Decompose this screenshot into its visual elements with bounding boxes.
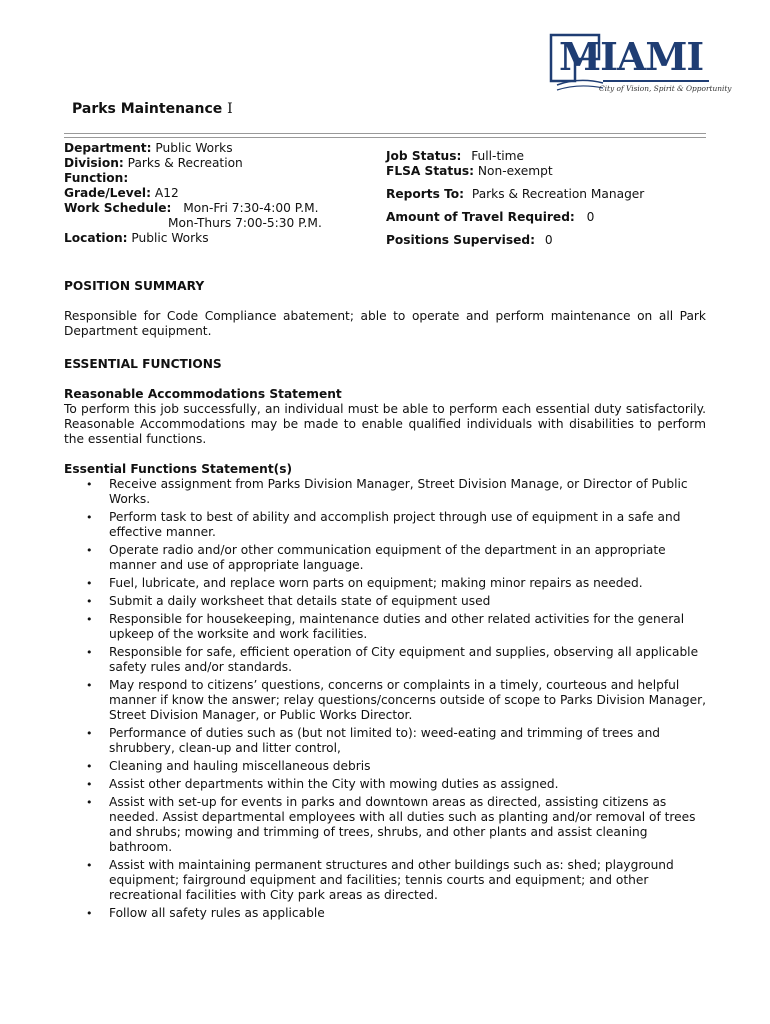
list-item <box>64 906 706 921</box>
list-item-text: Follow all safety rules as applicable <box>109 906 325 920</box>
bullet-icon: • <box>86 796 93 809</box>
flsa-row <box>386 164 644 179</box>
grade-label: Grade/Level: <box>64 186 151 200</box>
department-row <box>64 141 322 156</box>
function-label: Function: <box>64 171 129 185</box>
travel-value: 0 <box>586 210 595 224</box>
logo-tagline: City of Vision, Spirit & Opportunity <box>599 84 732 93</box>
list-item-text: Assist with maintaining permanent structures and other buildings such as: shed; playground equipment; fairground equipment and facilities; tennis courts and equipment; and other recreational facilities with City park areas as directed. <box>109 858 674 902</box>
supervised-value: 0 <box>544 233 553 247</box>
reports-to-label: Reports To: <box>386 187 465 201</box>
list-item <box>64 858 706 903</box>
flsa-value: Non-exempt <box>477 164 553 178</box>
location-label: Location: <box>64 231 128 245</box>
details-left <box>64 141 322 246</box>
list-item <box>64 477 706 507</box>
list-item-text: May respond to citizens’ questions, concerns or complaints in a timely, courteous and helpful manner if know the answer; relay questions/concerns outside of scope to Parks Division Manager, Street Division Manager, or Public Works Director. <box>109 678 706 722</box>
bullet-icon: • <box>86 595 93 608</box>
division-row <box>64 156 322 171</box>
list-item-text: Assist with set-up for events in parks and downtown areas as directed, assisting citizens as needed. Assist departmental employees with all duties such as planting and/or removal of trees and shrubs; mowing and trimming of trees, shrubs, and other plants and assist cleaning bathroom. <box>109 795 696 854</box>
list-item <box>64 726 706 756</box>
city-logo <box>549 33 732 97</box>
title-divider <box>64 133 706 138</box>
details-right <box>386 141 644 248</box>
supervised-label: Positions Supervised: <box>386 233 535 247</box>
travel-label: Amount of Travel Required: <box>386 210 575 224</box>
bullet-icon: • <box>86 907 93 920</box>
list-item <box>64 594 706 609</box>
schedule-label: Work Schedule: <box>64 201 172 215</box>
list-item-text: Fuel, lubricate, and replace worn parts on equipment; making minor repairs as needed. <box>109 576 643 590</box>
bullet-icon: • <box>86 646 93 659</box>
reports-to-value: Parks & Recreation Manager <box>471 187 645 201</box>
bullet-icon: • <box>86 544 93 557</box>
department-value: Public Works <box>155 141 233 155</box>
list-item-text: Cleaning and hauling miscellaneous debris <box>109 759 371 773</box>
schedule-row-2 <box>64 216 322 231</box>
list-item-text: Submit a daily worksheet that details state of equipment used <box>109 594 491 608</box>
list-item <box>64 777 706 792</box>
position-summary <box>64 279 706 339</box>
list-item <box>64 510 706 540</box>
location-row <box>64 231 322 246</box>
flsa-label: FLSA Status: <box>386 164 475 178</box>
essential-functions-heading: ESSENTIAL FUNCTIONS <box>64 357 222 371</box>
job-status-value: Full-time <box>471 149 524 163</box>
job-title <box>72 100 233 118</box>
list-item-text: Responsible for housekeeping, maintenance duties and other related activities for the general upkeep of the worksite and work facilities. <box>109 612 685 641</box>
function-row <box>64 171 322 186</box>
list-item <box>64 795 706 855</box>
list-item-text: Responsible for safe, efficient operation of City equipment and supplies, observing all applicable safety rules and/or standards. <box>109 645 699 674</box>
job-title-main: Parks Maintenance <box>72 101 223 117</box>
accommodations-text: To perform this job successfully, an individual must be able to perform each essential duty satisfactorily. Reasonable Accommodations may be made to enable qualified individuals with disabilities to perform the essential functions. <box>64 402 706 446</box>
bullet-icon: • <box>86 760 93 773</box>
list-item-text: Operate radio and/or other communication equipment of the department in an appropriate manner and use of appropriate language. <box>109 543 666 572</box>
list-item <box>64 576 706 591</box>
bullet-icon: • <box>86 859 93 872</box>
bullet-icon: • <box>86 511 93 524</box>
bullet-icon: • <box>86 778 93 791</box>
list-item-text: Performance of duties such as (but not limited to): weed-eating and trimming of trees and shrubbery, clean-up and litter control, <box>109 726 661 755</box>
list-item <box>64 645 706 675</box>
grade-value: A12 <box>154 186 179 200</box>
job-status-label: Job Status: <box>386 149 462 163</box>
essential-functions-list <box>64 477 706 921</box>
position-summary-text: Responsible for Code Compliance abatement; able to operate and perform maintenance on all Park Department equipment. <box>64 309 706 338</box>
list-item <box>64 612 706 642</box>
division-value: Parks & Recreation <box>127 156 243 170</box>
job-title-level: I <box>227 101 233 117</box>
list-item <box>64 678 706 723</box>
position-summary-heading: POSITION SUMMARY <box>64 279 205 293</box>
bullet-icon: • <box>86 727 93 740</box>
travel-row <box>386 210 644 225</box>
list-item-text: Receive assignment from Parks Division Manager, Street Division Manage, or Director of Public Works. <box>109 477 688 506</box>
schedule-value-1: Mon-Fri 7:30-4:00 P.M. <box>183 201 319 215</box>
bullet-icon: • <box>86 679 93 692</box>
bullet-icon: • <box>86 577 93 590</box>
schedule-value-2: Mon-Thurs 7:00-5:30 P.M. <box>168 216 322 230</box>
accommodations-heading: Reasonable Accommodations Statement <box>64 387 342 401</box>
list-item <box>64 759 706 774</box>
grade-row <box>64 186 322 201</box>
bullet-icon: • <box>86 613 93 626</box>
list-item <box>64 543 706 573</box>
job-status-row <box>386 149 644 164</box>
bullet-icon: • <box>86 478 93 491</box>
list-item-text: Perform task to best of ability and accomplish project through use of equipment in a safe and effective manner. <box>109 510 681 539</box>
statements-heading: Essential Functions Statement(s) <box>64 462 293 476</box>
department-label: Department: <box>64 141 152 155</box>
schedule-row <box>64 201 322 216</box>
list-item-text: Assist other departments within the City with mowing duties as assigned. <box>109 777 559 791</box>
essential-functions <box>64 357 706 924</box>
logo-wordmark: MIAMI <box>559 34 704 79</box>
supervised-row <box>386 233 644 248</box>
division-label: Division: <box>64 156 124 170</box>
reports-to-row <box>386 187 644 202</box>
location-value: Public Works <box>131 231 209 245</box>
